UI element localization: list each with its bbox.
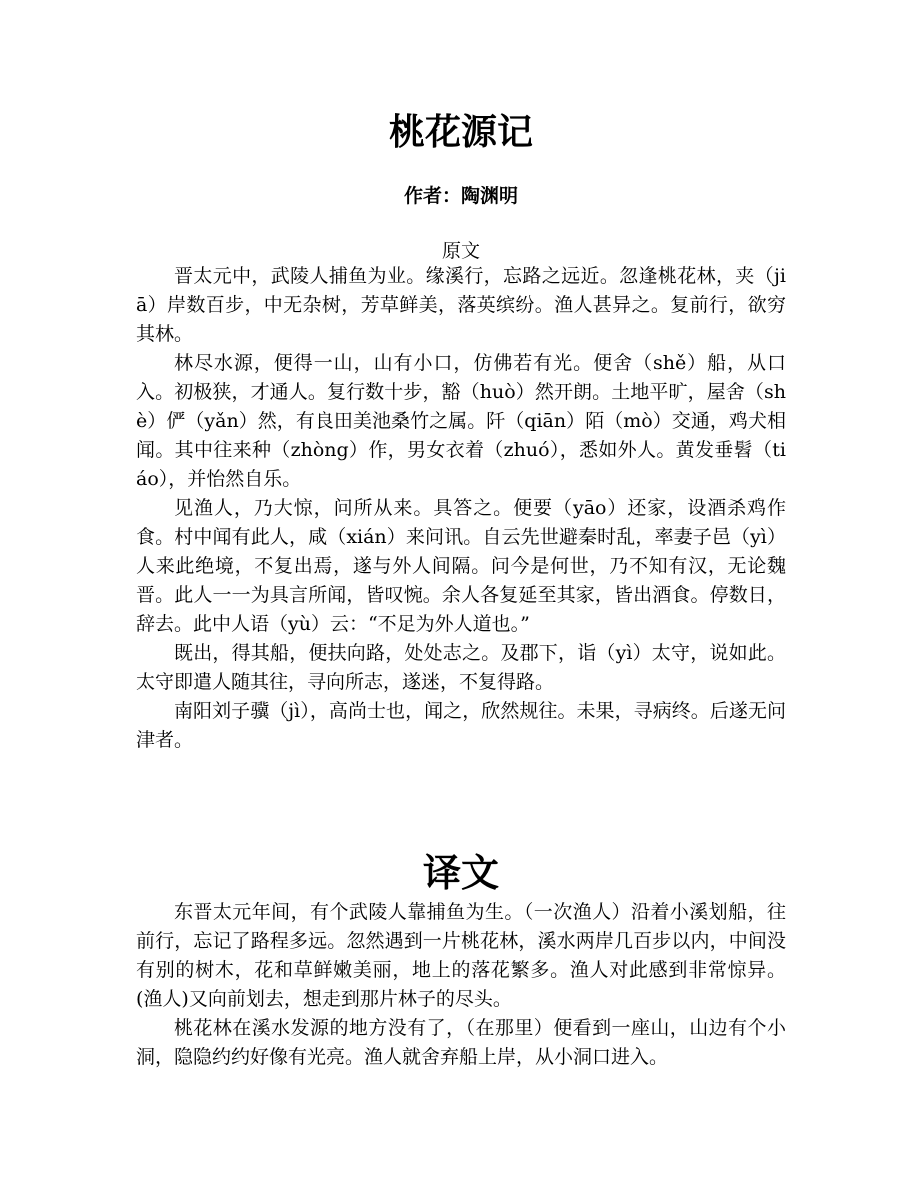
original-paragraph: 既出，得其船，便扶向路，处处志之。及郡下，诣（yì）太守，说如此。太守即遣人随其往，寻向所志，遂迷，不复得路。 bbox=[136, 642, 786, 693]
translation-paragraph: 东晋太元年间，有个武陵人靠捕鱼为生。（一次渔人）沿着小溪划船，往前行，忘记了路程多远。忽然遇到一片桃花林，溪水两岸几百步以内，中间没有别的树木，花和草鲜嫩美丽，地上的落花繁多。渔人对此感到非常惊异。(渔人)又向前划去，想走到那片林子的尽头。 bbox=[136, 901, 786, 1010]
translation-title: 译文 bbox=[422, 850, 499, 895]
original-text-label: 原文 bbox=[441, 240, 480, 262]
translation-paragraph: 桃花林在溪水发源的地方没有了，（在那里）便看到一座山，山边有个小洞，隐隐约约好像有光亮。渔人就舍弃船上岸，从小洞口进入。 bbox=[136, 1017, 786, 1068]
translation-section bbox=[136, 898, 786, 1072]
original-paragraph: 南阳刘子骥（jì），高尚士也，闻之，欣然规往。未果，寻病终。后遂无问津者。 bbox=[136, 700, 786, 751]
author-line: 作者：陶渊明 bbox=[403, 185, 518, 207]
original-paragraph: 见渔人，乃大惊，问所从来。具答之。便要（yāo）还家，设酒杀鸡作食。村中闻有此人，咸（xián）来问讯。自云先世避秦时乱，率妻子邑（yì）人来此绝境，不复出焉，遂与外人间隔。问今是何世，乃不知有汉，无论魏晋。此人一一为具言所闻，皆叹惋。余人各复延至其家，皆出酒食。停数日，辞去。此中人语（yù）云：“不足为外人道也。” bbox=[136, 497, 786, 635]
original-text-section bbox=[136, 262, 786, 755]
document-title: 桃花源记 bbox=[388, 111, 533, 153]
original-paragraph: 林尽水源，便得一山，山有小口，仿佛若有光。便舍（shě）船，从口入。初极狭，才通人。复行数十步，豁（huò）然开朗。土地平旷，屋舍（shè）俨（yǎn）然，有良田美池桑竹之属。阡（qiān）陌（mò）交通，鸡犬相闻。其中往来种（zhòng）作，男女衣着（zhuó），悉如外人。黄发垂髫（tiáo），并怡然自乐。 bbox=[136, 352, 786, 490]
original-paragraph: 晋太元中，武陵人捕鱼为业。缘溪行，忘路之远近。忽逢桃花林，夹（jiā）岸数百步，中无杂树，芳草鲜美，落英缤纷。渔人甚异之。复前行，欲穷其林。 bbox=[136, 265, 786, 345]
